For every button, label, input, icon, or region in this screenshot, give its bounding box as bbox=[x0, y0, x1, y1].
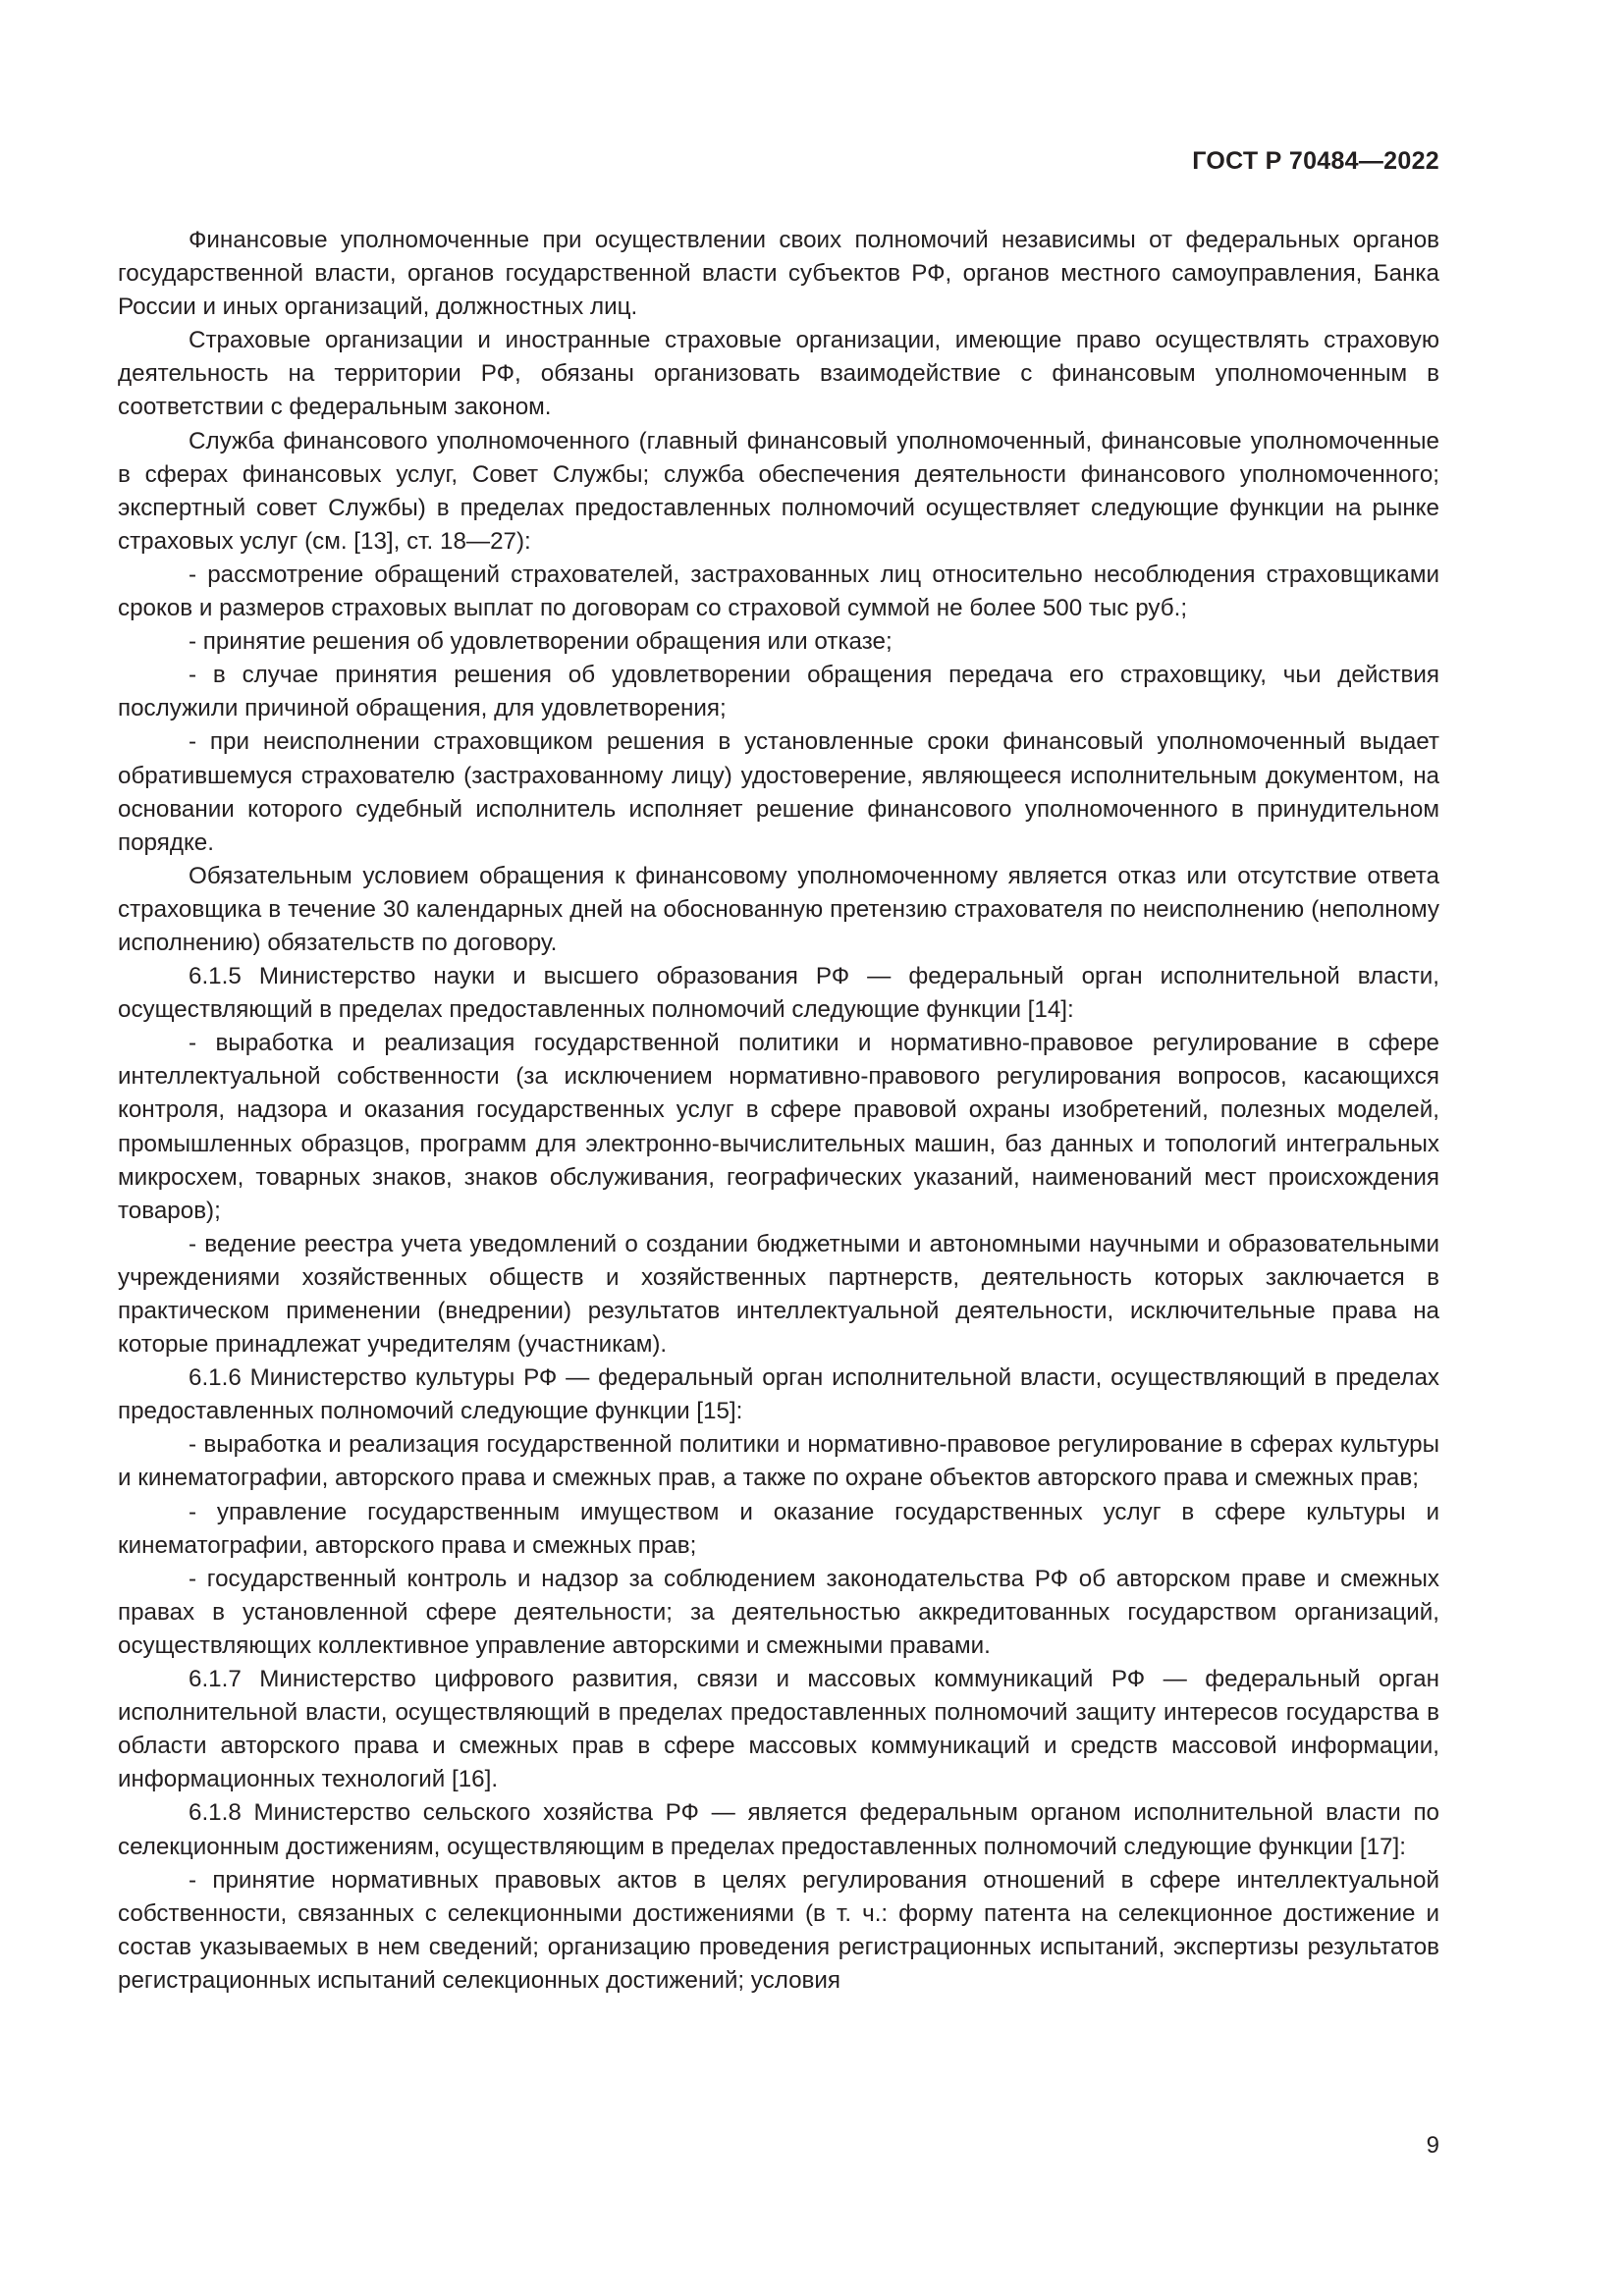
section-paragraph: 6.1.5 Министерство науки и высшего образования РФ — федеральный орган исполнительной власти, осуществляющий в пределах предоставленных полномочий следующие функции [14]: bbox=[118, 963, 1439, 1024]
list-item: - выработка и реализация государственной политики и нормативно-правовое регулирование в сферах культуры и кинематографии, авторского права и смежных прав, а также по охране объектов авторского права и смежных прав; bbox=[118, 1431, 1439, 1492]
paragraph: Страховые организации и иностранные страховые организации, имеющие право осуществлять страховую деятельность на территории РФ, обязаны организовать взаимодействие с финансовым уполномоченным в соответствии с федеральным законом. bbox=[118, 327, 1439, 421]
section-paragraph: 6.1.8 Министерство сельского хозяйства РФ — является федеральным органом исполнительной власти по селекционным достижениям, осуществляющим в пределах предоставленных полномочий следующие функции [17]: bbox=[118, 1799, 1439, 1860]
list-item: - рассмотрение обращений страхователей, застрахованных лиц относительно несоблюдения страховщиками сроков и размеров страховых выплат по договорам со страховой суммой не более 500 тыс руб.; bbox=[118, 561, 1439, 622]
document-body bbox=[118, 224, 1439, 1998]
document-header: ГОСТ Р 70484—2022 bbox=[1192, 147, 1439, 175]
paragraph: Обязательным условием обращения к финансовому уполномоченному является отказ или отсутствие ответа страховщика в течение 30 календарных дней на обоснованную претензию страхователя по неисполнению (неполному исполнению) обязательств по договору. bbox=[118, 862, 1439, 956]
list-item: - государственный контроль и надзор за соблюдением законодательства РФ об авторском праве и смежных правах в установленной сфере деятельности; за деятельностью аккредитованных государством организаций, осуществляющих коллективное управление авторскими и смежными правами. bbox=[118, 1565, 1439, 1659]
list-item: - принятие нормативных правовых актов в целях регулирования отношений в сфере интеллектуальной собственности, связанных с селекционными достижениями (в т. ч.: форму патента на селекционное достижение и состав указываемых в нем сведений; организацию проведения регистрационных испытаний, экспертизы результатов регистрационных испытаний селекционных достижений; условия bbox=[118, 1866, 1439, 1994]
paragraph: Финансовые уполномоченные при осуществлении своих полномочий независимы от федеральных органов государственной власти, органов государственной власти субъектов РФ, органов местного самоуправления, Банка России и иных организаций, должностных лиц. bbox=[118, 227, 1439, 321]
list-item: - в случае принятия решения об удовлетворении обращения передача его страховщику, чьи действия послужили причиной обращения, для удовлетворения; bbox=[118, 662, 1439, 722]
list-item: - управление государственным имуществом и оказание государственных услуг в сфере культуры и кинематографии, авторского права и смежных прав; bbox=[118, 1498, 1439, 1559]
list-item: - принятие решения об удовлетворении обращения или отказе; bbox=[189, 628, 893, 656]
list-item: - при неисполнении страховщиком решения в установленные сроки финансовый уполномоченный выдает обратившемуся страхователю (застрахованному лицу) удостоверение, являющееся исполнительным документом, на основании которого судебный исполнитель исполняет решение финансового уполномоченного в принудительном порядке. bbox=[118, 728, 1439, 856]
section-paragraph: 6.1.6 Министерство культуры РФ — федеральный орган исполнительной власти, осуществляющий в пределах предоставленных полномочий следующие функции [15]: bbox=[118, 1364, 1439, 1425]
list-item: - ведение реестра учета уведомлений о создании бюджетными и автономными научными и образовательными учреждениями хозяйственных обществ и хозяйственных партнерств, деятельность которых заключается в практическом применении (внедрении) результатов интеллектуальной деятельности, исключительные права на которые принадлежат учредителям (участникам). bbox=[118, 1230, 1439, 1359]
paragraph: Служба финансового уполномоченного (главный финансовый уполномоченный, финансовые уполномоченные в сферах финансовых услуг, Совет Службы; служба обеспечения деятельности финансового уполномоченного; экспертный совет Службы) в пределах предоставленных полномочий осуществляет следующие функции на рынке страховых услуг (см. [13], ст. 18—27): bbox=[118, 427, 1439, 555]
list-item: - выработка и реализация государственной политики и нормативно-правовое регулирование в сфере интеллектуальной собственности (за исключением нормативно-правового регулирования вопросов, касающихся контроля, надзора и оказания государственных услуг в сфере правовой охраны изобретений, полезных моделей, промышленных образцов, программ для электронно-вычислительных машин, баз данных и топологий интегральных микросхем, товарных знаков, знаков обслуживания, географических указаний, наименований мест происхождения товаров); bbox=[118, 1030, 1439, 1224]
page-number: 9 bbox=[1426, 2132, 1439, 2159]
section-paragraph: 6.1.7 Министерство цифрового развития, связи и массовых коммуникаций РФ — федеральный орган исполнительной власти, осуществляющий в пределах предоставленных полномочий защиту интересов государства в области авторского права и смежных прав в сфере массовых коммуникаций и средств массовой информации, информационных технологий [16]. bbox=[118, 1666, 1439, 1793]
